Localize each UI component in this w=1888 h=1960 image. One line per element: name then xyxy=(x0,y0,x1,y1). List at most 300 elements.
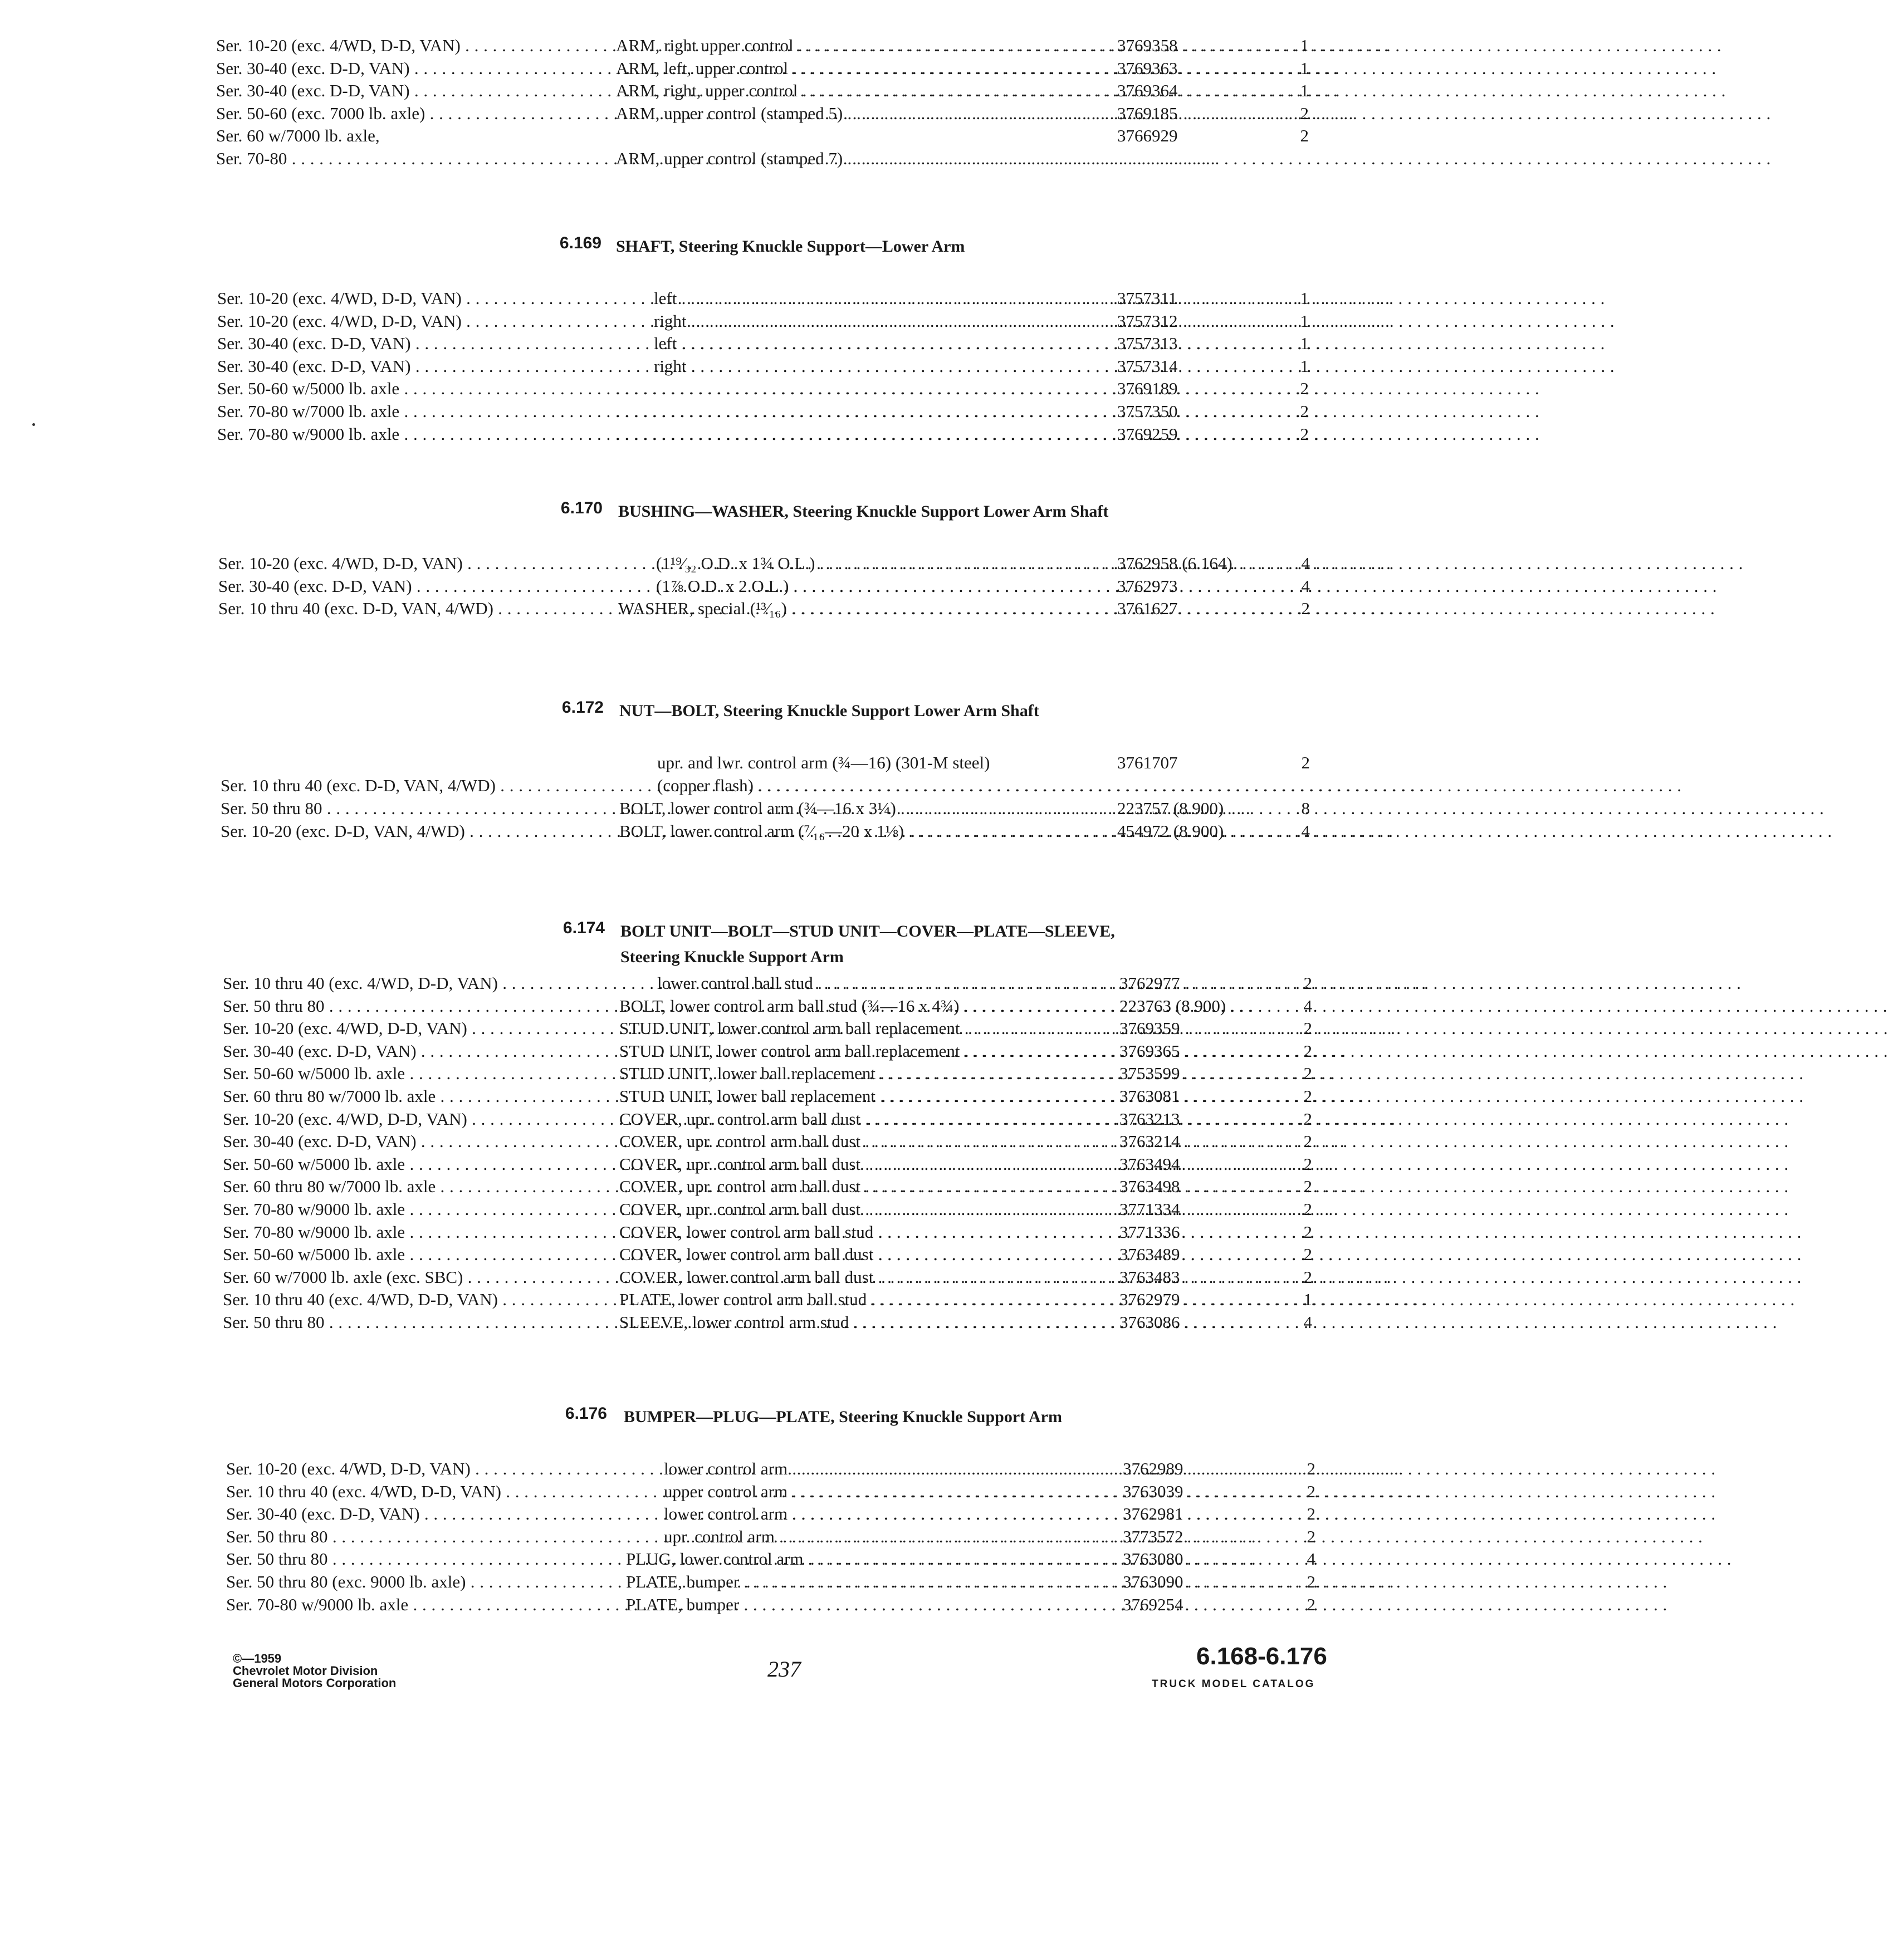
part-number: 3769363 xyxy=(1117,58,1178,78)
catalog-section xyxy=(0,234,1408,445)
quantity: 2 xyxy=(1303,1109,1312,1129)
part-number: 454972 (8.900) xyxy=(1117,821,1224,841)
quantity: 4 xyxy=(1301,553,1310,573)
model-text: Ser. 50 thru 80 (exc. 9000 lb. axle) . . . xyxy=(226,1571,1394,1593)
model-applicability xyxy=(226,1526,605,1548)
parts-row xyxy=(0,1526,1408,1549)
description-text: upr. control arm . . . xyxy=(664,1526,1703,1548)
quantity: 2 xyxy=(1303,1154,1312,1174)
description-text: STUD UNIT, lower control arm ball replacement . . . xyxy=(619,1040,1888,1062)
description-text: (copper flash) . . . xyxy=(657,775,1682,797)
model-applicability xyxy=(223,1062,601,1085)
part-description xyxy=(626,1594,1111,1616)
parts-row xyxy=(0,332,1408,355)
description-text: right . . . xyxy=(654,310,1615,332)
quantity: 2 xyxy=(1307,1571,1315,1591)
model-text: Ser. 10-20 (exc. 4/WD, D-D, VAN) . . . xyxy=(226,1458,1398,1480)
parts-row xyxy=(0,35,1408,57)
model-text: Ser. 70-80 w/9000 lb. axle . . . xyxy=(223,1198,1333,1221)
section-header xyxy=(0,919,1408,972)
description-text: left . . . xyxy=(654,287,1605,310)
quantity: 2 xyxy=(1303,1064,1312,1084)
model-applicability xyxy=(223,1266,601,1288)
model-applicability xyxy=(223,1085,601,1108)
model-applicability xyxy=(226,1481,605,1503)
model-text: Ser. 10-20 (exc. 4/WD, D-D, VAN) . . . xyxy=(217,287,1390,310)
model-text: Ser. 30-40 (exc. D-D, VAN) . . . xyxy=(217,355,1339,378)
model-text: Ser. 70-80 w/9000 lb. axle . . . xyxy=(223,1221,1333,1243)
division-name: Chevrolet Motor Division xyxy=(233,1664,378,1678)
parts-row xyxy=(0,400,1408,423)
model-applicability xyxy=(217,310,596,332)
part-description xyxy=(626,1503,1148,1525)
part-number: 3753599 xyxy=(1119,1064,1180,1084)
parts-row xyxy=(0,310,1408,333)
parts-row xyxy=(0,1062,1408,1085)
part-description xyxy=(619,1243,1104,1266)
model-applicability xyxy=(223,1288,601,1311)
part-number: 3762958 (6.164) xyxy=(1117,553,1232,573)
part-number: 3757313 xyxy=(1117,334,1178,354)
model-applicability xyxy=(218,575,597,597)
quantity: 2 xyxy=(1300,103,1309,123)
model-applicability xyxy=(217,355,596,378)
part-number: 3769359 xyxy=(1119,1018,1180,1038)
model-applicability xyxy=(223,1243,601,1266)
parts-row xyxy=(0,552,1408,575)
model-text: Ser. 30-40 (exc. D-D, VAN) . . . xyxy=(223,1130,1344,1153)
catalog-section xyxy=(0,35,1408,170)
part-number: 3762989 xyxy=(1123,1459,1183,1478)
part-number: 3763086 xyxy=(1119,1312,1180,1332)
section-header xyxy=(0,698,1408,752)
model-text: Ser. 70-80 w/9000 lb. axle . . . xyxy=(226,1594,1337,1616)
model-text: Ser. 70-80 w/7000 lb. axle . . . xyxy=(217,400,1328,423)
description-text xyxy=(616,423,1539,445)
quantity: 1 xyxy=(1300,334,1309,354)
part-number: 3757350 xyxy=(1117,401,1178,421)
part-description xyxy=(618,552,1141,575)
quantity: 2 xyxy=(1300,424,1309,444)
model-text: Ser. 10-20 (exc. D-D, VAN, 4/WD) . . . xyxy=(221,820,1393,842)
parts-row xyxy=(0,1503,1408,1526)
model-text: Ser. 10 thru 40 (exc. 4/WD, D-D, VAN) . . . xyxy=(223,1288,1426,1311)
catalog-section xyxy=(0,698,1408,842)
part-description xyxy=(619,1040,1104,1062)
model-applicability xyxy=(223,1221,601,1243)
parts-row xyxy=(0,1017,1408,1040)
description-text: BOLT, lower control arm (⁷⁄₁₆—20 x 1⅛) . . . xyxy=(619,820,1832,842)
parts-row xyxy=(0,972,1408,995)
model-applicability xyxy=(217,287,596,310)
part-number: 3761707 xyxy=(1117,753,1178,772)
model-applicability xyxy=(218,552,597,575)
quantity: 4 xyxy=(1301,576,1310,596)
model-text: Ser. 10-20 (exc. 4/WD, D-D, VAN) . . . xyxy=(217,310,1390,332)
model-text: Ser. 50-60 w/5000 lb. axle . . . xyxy=(223,1062,1333,1085)
quantity: 4 xyxy=(1301,821,1310,841)
parts-row xyxy=(0,1221,1408,1244)
description-text: COVER, upr. control arm ball dust . . . xyxy=(619,1198,1789,1221)
part-description xyxy=(616,400,1100,423)
model-applicability xyxy=(223,1153,601,1175)
page-number: 237 xyxy=(767,1657,801,1682)
model-text: Ser. 50 thru 80 . . . xyxy=(226,1548,1256,1570)
description-text: COVER, lower control arm ball stud . . . xyxy=(619,1221,1802,1243)
part-number: 3769254 xyxy=(1123,1594,1183,1614)
part-description xyxy=(616,355,1138,378)
part-number: 3763090 xyxy=(1123,1571,1183,1591)
parts-row xyxy=(0,1175,1408,1198)
quantity: 8 xyxy=(1301,798,1310,818)
part-number: 3769259 xyxy=(1117,424,1178,444)
part-number: 3771334 xyxy=(1119,1199,1180,1219)
section-title: SHAFT, Steering Knuckle Support—Lower Arm xyxy=(616,237,965,256)
quantity: 1 xyxy=(1300,58,1309,78)
part-number: 3763213 xyxy=(1119,1109,1180,1129)
model-applicability xyxy=(221,775,599,797)
part-description xyxy=(619,1221,1104,1243)
description-text: ARM, right upper control . . . xyxy=(616,35,1721,57)
model-applicability xyxy=(226,1458,605,1480)
model-applicability xyxy=(221,797,599,820)
model-applicability xyxy=(218,597,597,620)
quantity: 2 xyxy=(1301,599,1310,619)
description-text: COVER, lower control arm ball dust . . . xyxy=(619,1243,1802,1266)
parts-row xyxy=(0,378,1408,400)
part-number: 3766929 xyxy=(1117,126,1178,146)
part-number: 3762979 xyxy=(1119,1290,1180,1310)
description-text: STUD UNIT, lower ball replacement . . . xyxy=(619,1062,1803,1085)
part-number: 3769364 xyxy=(1117,81,1178,101)
model-text: Ser. 30-40 (exc. D-D, VAN) . . . xyxy=(216,57,1338,80)
catalog-section xyxy=(0,919,1408,1334)
part-description xyxy=(619,995,1104,1017)
part-description-line-1: upr. and lwr. control arm (¾—16) (301-M steel) xyxy=(657,753,990,772)
catalog-section xyxy=(0,1404,1408,1616)
model-text: Ser. 30-40 (exc. D-D, VAN) . . . xyxy=(217,332,1339,355)
section-number: 6.170 xyxy=(560,499,603,517)
model-text: Ser. 10 thru 40 (exc. 4/WD, D-D, VAN) . . . xyxy=(223,972,1426,994)
quantity: 1 xyxy=(1300,356,1309,376)
parts-row xyxy=(0,287,1408,310)
model-text: Ser. 30-40 (exc. D-D, VAN) . . . xyxy=(216,80,1338,102)
part-number: 3769358 xyxy=(1117,36,1178,55)
part-description xyxy=(616,102,1100,125)
part-description xyxy=(616,332,1138,355)
part-number: 3763483 xyxy=(1119,1267,1180,1287)
part-number: 3761627 xyxy=(1117,599,1178,619)
scan-speck xyxy=(32,423,35,426)
model-applicability-line-1: Ser. 60 w/7000 lb. axle, xyxy=(216,126,380,146)
part-description xyxy=(619,1085,1104,1108)
section-number: 6.169 xyxy=(559,234,601,252)
parts-row xyxy=(0,1548,1408,1571)
description-text: lower control arm . . . xyxy=(664,1503,1716,1525)
model-text: Ser. 70-80 . . . xyxy=(216,148,1215,170)
part-description xyxy=(626,1481,1148,1503)
model-applicability xyxy=(223,1311,601,1334)
parts-row xyxy=(0,125,1408,170)
quantity: 1 xyxy=(1300,288,1309,308)
description-text: COVER, upr. control arm ball dust . . . xyxy=(619,1153,1789,1175)
parts-row xyxy=(0,575,1408,598)
quantity: 2 xyxy=(1303,1222,1312,1242)
quantity: 4 xyxy=(1303,1312,1312,1332)
part-number: 223763 (8.900) xyxy=(1119,996,1226,1016)
model-text: Ser. 60 thru 80 w/7000 lb. axle . . . xyxy=(223,1085,1364,1108)
description-text: (1⅞ O.D. x 2 O.L.) . . . xyxy=(656,575,1717,597)
model-text: Ser. 50 thru 80 . . . xyxy=(226,1526,1256,1548)
model-applicability xyxy=(223,972,601,994)
model-applicability xyxy=(217,378,596,400)
part-description xyxy=(619,1288,1104,1311)
model-applicability xyxy=(223,1130,601,1153)
description-text: STUD UNIT, lower control arm ball replacement . . . xyxy=(619,1017,1888,1040)
description-text: upper control arm . . . xyxy=(664,1481,1716,1503)
model-text: Ser. 30-40 (exc. D-D, VAN) . . . xyxy=(226,1503,1348,1525)
quantity: 2 xyxy=(1307,1481,1315,1501)
parts-row xyxy=(0,995,1408,1018)
quantity: 2 xyxy=(1303,1267,1312,1287)
catalog-section xyxy=(0,499,1408,620)
model-applicability xyxy=(223,1108,601,1130)
quantity: 2 xyxy=(1307,1594,1315,1614)
page-footer xyxy=(0,1631,1408,1698)
part-description xyxy=(619,753,1142,797)
model-text: Ser. 10-20 (exc. 4/WD, D-D, VAN) . . . xyxy=(223,1017,1395,1040)
part-description xyxy=(619,820,1104,842)
part-number: 3757312 xyxy=(1117,311,1178,331)
model-text: Ser. 30-40 (exc. D-D, VAN) . . . xyxy=(223,1040,1344,1062)
part-description xyxy=(619,1108,1104,1130)
parts-row xyxy=(0,1243,1408,1266)
part-description xyxy=(616,57,1100,80)
model-applicability xyxy=(217,332,596,355)
part-description xyxy=(626,1548,1111,1570)
quantity: 1 xyxy=(1303,1290,1312,1310)
description-text: COVER, upr. control arm ball dust . . . xyxy=(619,1108,1789,1130)
description-text: COVER, upr. control arm ball dust . . . xyxy=(619,1175,1789,1198)
model-text: Ser. 30-40 (exc. D-D, VAN) . . . xyxy=(218,575,1340,597)
part-number: 3769185 xyxy=(1117,103,1178,123)
part-description xyxy=(619,1062,1104,1085)
parts-row xyxy=(0,1311,1408,1334)
quantity: 2 xyxy=(1303,1018,1312,1038)
model-text: Ser. 10 thru 40 (exc. 4/WD, D-D, VAN) . . . xyxy=(226,1481,1429,1503)
part-description xyxy=(619,1311,1104,1334)
model-text: Ser. 10 thru 40 (exc. D-D, VAN, 4/WD) . . . xyxy=(221,775,1424,797)
section-number: 6.172 xyxy=(561,698,604,717)
part-number: 3757314 xyxy=(1117,356,1178,376)
description-text: SLEEVE, lower control arm stud . . . xyxy=(619,1311,1777,1334)
section-header xyxy=(0,234,1408,287)
parts-row xyxy=(0,1266,1408,1289)
section-number: 6.174 xyxy=(563,919,605,937)
description-text xyxy=(616,400,1539,423)
part-description xyxy=(616,148,1100,170)
section-header xyxy=(0,1404,1408,1458)
quantity: 1 xyxy=(1300,81,1309,101)
description-text: PLATE, bumper . . . xyxy=(626,1594,1667,1616)
part-description xyxy=(626,1458,1148,1480)
parts-row xyxy=(0,57,1408,80)
part-description xyxy=(626,1526,1148,1548)
model-applicability xyxy=(217,400,596,423)
part-description xyxy=(619,1130,1104,1153)
parts-row xyxy=(0,797,1408,820)
model-applicability xyxy=(226,1548,605,1570)
part-description xyxy=(618,575,1141,597)
description-text: PLATE, lower control arm ball stud . . . xyxy=(619,1288,1795,1311)
model-text: Ser. 10-20 (exc. 4/WD, D-D, VAN) . . . xyxy=(216,35,1388,57)
model-applicability xyxy=(223,1175,601,1198)
part-number: 3762973 xyxy=(1117,576,1178,596)
description-text: ARM, left, upper control . . . xyxy=(616,57,1716,80)
parts-row xyxy=(0,1288,1408,1311)
section-title: NUT—BOLT, Steering Knuckle Support Lower Arm Shaft xyxy=(619,702,1039,720)
parts-row xyxy=(0,102,1408,125)
model-text: Ser. 50 thru 80 . . . xyxy=(223,1311,1253,1334)
part-number: 3762977 xyxy=(1119,973,1180,993)
model-text: Ser. 50 thru 80 . . . xyxy=(223,995,1253,1017)
part-number: 223757 (8.900) xyxy=(1117,798,1224,818)
model-text: Ser. 50-60 (exc. 7000 lb. axle) . . . xyxy=(216,102,1353,125)
quantity: 2 xyxy=(1303,1086,1312,1106)
parts-row xyxy=(0,1040,1408,1063)
parts-row xyxy=(0,1108,1408,1131)
model-applicability xyxy=(217,423,596,445)
description-text: (1¹⁹⁄₃₂ O.D. x 1¾ O.L.) . . . xyxy=(656,552,1743,575)
part-description xyxy=(616,378,1100,400)
description-text: ARM, upper control (stamped 5) . . . xyxy=(616,102,1771,125)
part-description xyxy=(616,287,1138,310)
description-text: ARM, upper control (stamped 7) . . . xyxy=(616,148,1771,170)
quantity: 2 xyxy=(1303,1041,1312,1061)
part-number: 3763081 xyxy=(1119,1086,1180,1106)
model-applicability xyxy=(223,995,601,1017)
quantity: 1 xyxy=(1300,311,1309,331)
section-header xyxy=(0,499,1408,552)
parts-row xyxy=(0,1130,1408,1153)
parts-row xyxy=(0,1594,1408,1616)
description-text: PLATE, bumper . . . xyxy=(626,1571,1667,1593)
model-applicability xyxy=(216,80,595,102)
quantity: 1 xyxy=(1300,36,1309,55)
description-text: COVER, lower control arm ball dust . . . xyxy=(619,1266,1802,1288)
parts-row xyxy=(0,1153,1408,1176)
part-description xyxy=(619,1198,1104,1221)
model-text: Ser. 50-60 w/5000 lb. axle . . . xyxy=(217,378,1328,400)
catalog-name: TRUCK MODEL CATALOG xyxy=(1152,1678,1315,1690)
parts-row xyxy=(0,597,1408,620)
model-applicability xyxy=(216,57,595,80)
part-number: 3762981 xyxy=(1123,1504,1183,1524)
part-number: 3769189 xyxy=(1117,379,1178,399)
description-text: PLUG, lower control arm . . . xyxy=(626,1548,1732,1570)
quantity: 2 xyxy=(1303,1177,1312,1197)
description-text: right . . . xyxy=(654,355,1615,378)
section-range: 6.168-6.176 xyxy=(1196,1643,1327,1670)
part-number: 3763494 xyxy=(1119,1154,1180,1174)
parts-row xyxy=(0,355,1408,378)
model-applicability xyxy=(223,1017,601,1040)
part-number: 3763214 xyxy=(1119,1131,1180,1152)
section-title: BOLT UNIT—BOLT—STUD UNIT—COVER—PLATE—SLEEVE, Steering Knuckle Support Arm xyxy=(620,922,1115,966)
part-number: 3769365 xyxy=(1119,1041,1180,1061)
model-text: Ser. 70-80 w/9000 lb. axle . . . xyxy=(217,423,1328,445)
quantity: 2 xyxy=(1301,753,1310,772)
description-text: STUD UNIT, lower ball replacement . . . xyxy=(619,1085,1803,1108)
section-number: 6.176 xyxy=(565,1404,607,1423)
part-description xyxy=(619,1266,1104,1288)
model-text: Ser. 50-60 w/5000 lb. axle . . . xyxy=(223,1153,1333,1175)
quantity: 2 xyxy=(1303,973,1312,993)
parts-row xyxy=(0,1198,1408,1221)
parts-row xyxy=(0,1481,1408,1503)
model-applicability xyxy=(216,35,595,57)
part-number: 3763489 xyxy=(1119,1244,1180,1265)
quantity: 2 xyxy=(1303,1199,1312,1219)
part-description xyxy=(618,597,1103,620)
quantity: 4 xyxy=(1303,996,1312,1016)
model-text: Ser. 10 thru 40 (exc. D-D, VAN, 4/WD) . . . xyxy=(218,597,1421,620)
model-applicability xyxy=(223,1198,601,1221)
corporation-name: General Motors Corporation xyxy=(233,1676,397,1690)
description-text: lower control arm . . . xyxy=(664,1458,1716,1480)
part-description xyxy=(616,310,1138,332)
quantity: 4 xyxy=(1307,1549,1315,1569)
model-applicability xyxy=(226,1571,605,1593)
part-number: 3763080 xyxy=(1123,1549,1183,1569)
quantity: 2 xyxy=(1307,1504,1315,1524)
parts-row xyxy=(0,1458,1408,1481)
description-text: lower control ball stud . . . xyxy=(657,972,1741,994)
parts-row xyxy=(0,820,1408,843)
model-applicability xyxy=(216,126,595,170)
part-description xyxy=(616,80,1100,102)
model-text: Ser. 50-60 w/5000 lb. axle . . . xyxy=(223,1243,1333,1266)
description-text: ARM, right, upper control . . . xyxy=(616,80,1726,102)
part-description xyxy=(619,1153,1104,1175)
part-description xyxy=(619,797,1104,820)
part-number: 3757311 xyxy=(1117,288,1177,308)
quantity: 2 xyxy=(1307,1459,1315,1478)
part-description xyxy=(619,972,1142,994)
part-description xyxy=(619,1017,1104,1040)
model-applicability xyxy=(221,820,599,842)
quantity: 2 xyxy=(1303,1131,1312,1152)
description-text xyxy=(616,378,1539,400)
copyright-notice: ©—1959 xyxy=(233,1652,282,1665)
model-applicability xyxy=(216,102,595,125)
quantity: 2 xyxy=(1303,1244,1312,1265)
parts-row xyxy=(0,1085,1408,1108)
part-description xyxy=(619,1175,1104,1198)
section-title: BUSHING—WASHER, Steering Knuckle Support Lower Arm Shaft xyxy=(618,502,1109,521)
description-text: left . . . xyxy=(654,332,1605,355)
model-text: Ser. 60 thru 80 w/7000 lb. axle . . . xyxy=(223,1175,1364,1198)
parts-row xyxy=(0,1571,1408,1594)
quantity: 2 xyxy=(1300,379,1309,399)
model-text: Ser. 60 w/7000 lb. axle (exc. SBC) . . . xyxy=(223,1266,1391,1288)
description-text: COVER, upr. control arm ball dust . . . xyxy=(619,1130,1789,1153)
part-description xyxy=(626,1571,1111,1593)
parts-row xyxy=(0,423,1408,446)
part-description xyxy=(616,35,1100,57)
model-applicability xyxy=(226,1503,605,1525)
part-number: 3771336 xyxy=(1119,1222,1180,1242)
